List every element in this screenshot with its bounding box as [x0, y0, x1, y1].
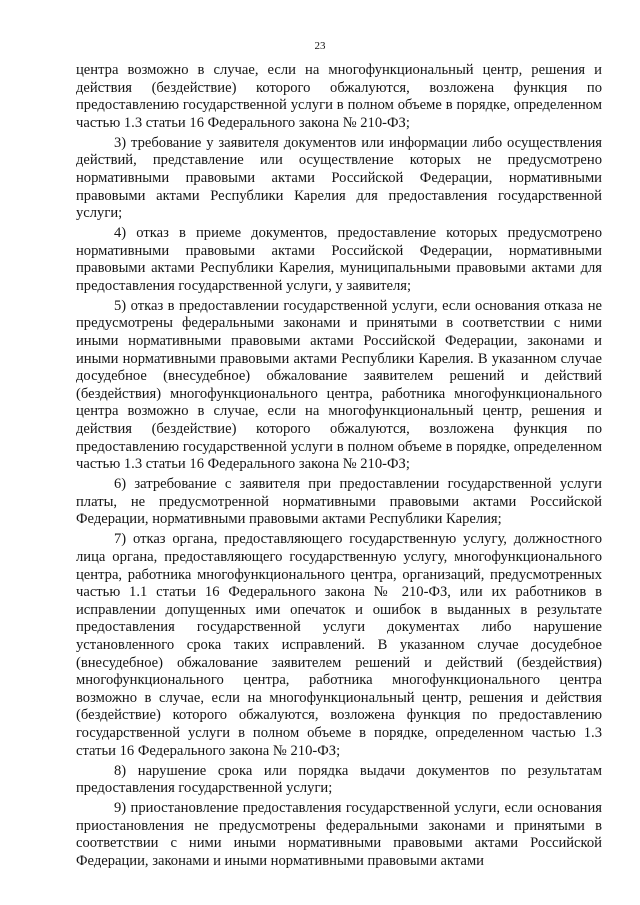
body-text — [76, 62, 602, 873]
paragraph-item-7: 7) отказ органа, предоставляющего государственную услугу, должностного лица органа, предоставляющего государственную услугу, многофункционального центра, работника многофункционального центра, организаций, предусмотренных частью 1.1 статьи 16 Федерального закона № 210-ФЗ, или их работников в исправлении допущенных ими опечаток и ошибок в выданных в результате предоставления государственной услуги документах либо нарушение установленного срока таких исправлений. В указанном случае досудебное (внесудебное) обжалование заявителем решений и действий (бездействия) многофункционального центра, работника многофункционального центра возможно в случае, если на многофункциональный центр, решения и действия (бездействие) которого обжалуются, возложена функция по предоставлению государственной услуги в полном объеме в порядке, определенном частью 1.3 статьи 16 Федерального закона № 210-ФЗ; — [76, 531, 602, 759]
paragraph-item-9: 9) приостановление предоставления государственной услуги, если основания приостановления не предусмотрены федеральными законами и принятыми в соответствии с ними иными нормативными правовыми актами Российской Федерации, законами и иными нормативными правовыми актами — [76, 800, 602, 869]
paragraph-item-5: 5) отказ в предоставлении государственной услуги, если основания отказа не предусмотрены федеральными законами и принятыми в соответствии с ними иными нормативными правовыми актами Российской Федерации, законами и иными нормативными правовыми актами Республики Карелия. В указанном случае досудебное (внесудебное) обжалование заявителем решений и действий (бездействия) многофункционального центра, работника многофункционального центра возможно в случае, если на многофункциональный центр, решения и действия (бездействие) которого обжалуются, возложена функция по предоставлению государственной услуги в полном объеме в порядке, определенном частью 1.3 статьи 16 Федерального закона № 210-ФЗ; — [76, 297, 602, 473]
paragraph-item-6: 6) затребование с заявителя при предоставлении государственной услуги платы, не предусмотренной нормативными правовыми актами Российской Федерации, нормативными правовыми актами Республики Карелия; — [76, 476, 602, 528]
paragraph-item-8: 8) нарушение срока или порядка выдачи документов по результатам предоставления государственной услуги; — [76, 762, 602, 797]
paragraph-item-4: 4) отказ в приеме документов, предоставление которых предусмотрено нормативными правовыми актами Российской Федерации, нормативными правовыми актами Республики Карелия, муниципальными правовыми актами для предоставления государственной услуги, у заявителя; — [76, 225, 602, 294]
page-number: 23 — [314, 40, 326, 52]
paragraph-continuation: центра возможно в случае, если на многофункциональный центр, решения и действия (бездействие) которого обжалуются, возложена функция по предоставлению государственной услуги в полном объеме в порядке, определенном частью 1.3 статьи 16 Федерального закона № 210-ФЗ; — [76, 62, 602, 131]
paragraph-item-3: 3) требование у заявителя документов или информации либо осуществления действий, представление или осуществление которых не предусмотрено нормативными правовыми актами Российской Федерации, нормативными правовыми актами Республики Карелия для предоставления государственной услуги; — [76, 134, 602, 222]
